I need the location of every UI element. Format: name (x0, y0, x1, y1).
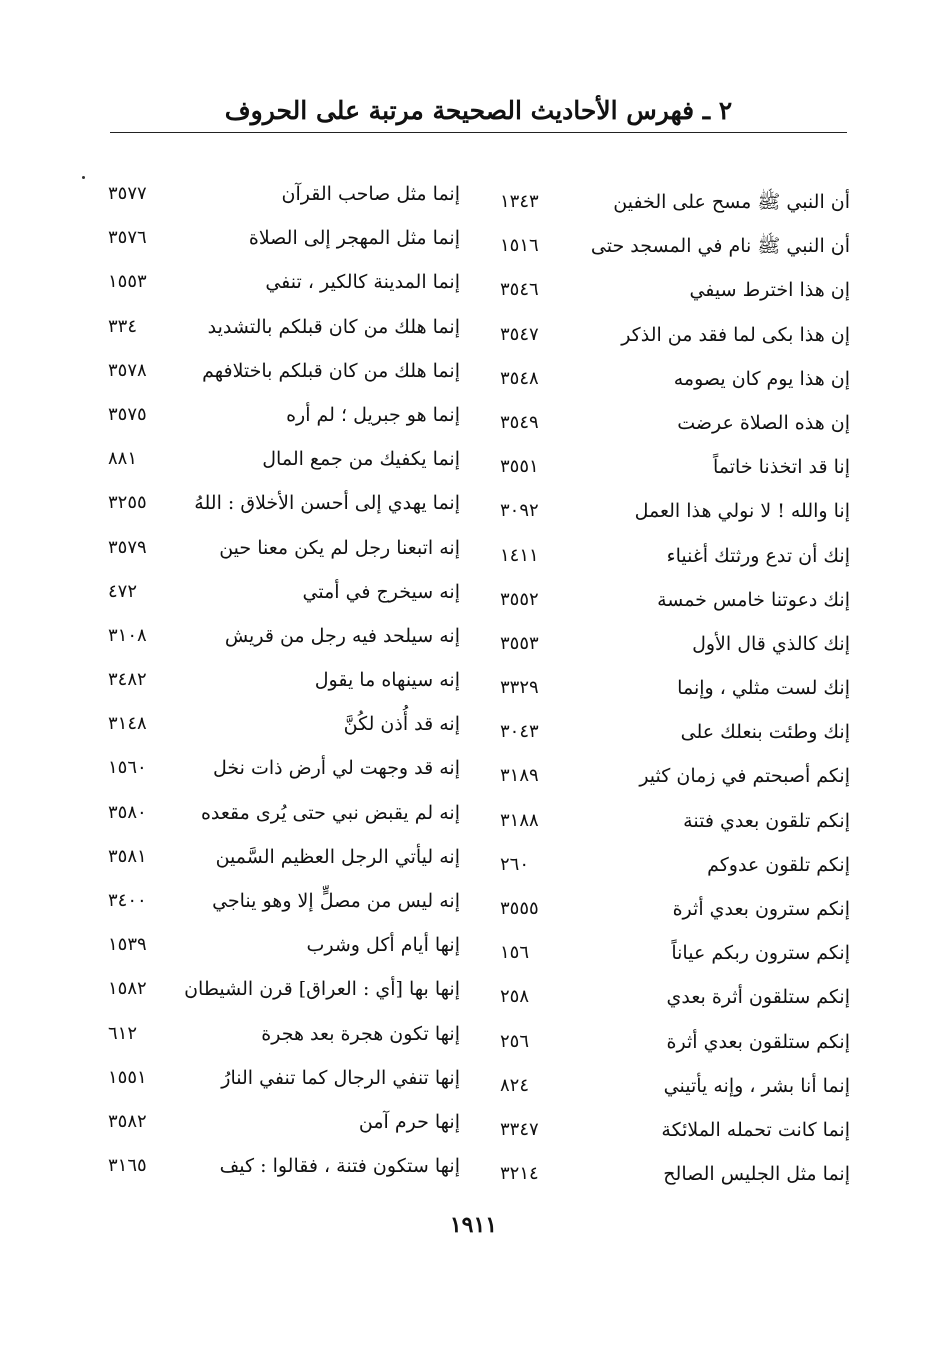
hadith-index-entry (80, 570, 460, 614)
hadith-number: ٢٥٦ (500, 1030, 530, 1052)
hadith-number: ٣١٠٨ (108, 624, 147, 646)
hadith-number: ٣٥٥٥ (500, 898, 539, 919)
hadith-opening-text: إنكم تلقون عدوكم (707, 853, 850, 876)
hadith-opening-text: إنما هلك من كان قبلكم باختلافهم (202, 359, 460, 382)
hadith-number: ١٥٥٣ (108, 271, 147, 293)
hadith-index-entry (80, 1012, 460, 1056)
hadith-index-entry (480, 578, 850, 622)
hadith-index-entry (80, 526, 460, 570)
hadith-number: ٣٢١٤ (500, 1163, 539, 1185)
hadith-opening-text: إنا قد اتخذنا خاتماً (712, 456, 850, 479)
hadith-number: ٣٥٥٣ (500, 632, 539, 654)
hadith-number: ٣٥٨٢ (108, 1110, 147, 1132)
hadith-index-entry (480, 268, 850, 312)
hadith-index-entry (480, 887, 850, 931)
hadith-opening-text: إنه لم يقبض نبي حتى يُرى مقعده (200, 801, 460, 824)
hadith-number: ١٥٨٢ (108, 978, 147, 1000)
hadith-opening-text: إنك دعوتنا خامس خمسة (657, 588, 850, 611)
hadith-number: ٣٥٤٩ (500, 411, 539, 433)
hadith-index-entry (80, 923, 460, 967)
hadith-opening-text: إنما مثل الجليس الصالح (663, 1163, 850, 1186)
page-number: ١٩١١ (449, 1212, 498, 1238)
hadith-opening-text: إنما يكفيك من جمع المال (262, 448, 460, 471)
hadith-index-entry (80, 393, 460, 437)
hadith-index-entry (480, 534, 850, 578)
hadith-index-entry (80, 1056, 460, 1100)
hadith-opening-text: إنه قد وجهت لي أرض ذات نخل (213, 757, 460, 780)
hadith-opening-text: إنك كالذي قال الأول (692, 632, 850, 655)
hadith-opening-text: إنه ليس من مصلٍّ إلا وهو يناجي (212, 890, 460, 912)
hadith-number: ١٥٥١ (108, 1066, 147, 1088)
hadith-number: ٣٤٠٠ (108, 890, 147, 911)
hadith-index-entry (80, 967, 460, 1011)
hadith-opening-text: إنما مثل المهجر إلى الصلاة (248, 227, 460, 250)
hadith-number: ٣٠٤٣ (500, 721, 539, 743)
hadith-opening-text: إن هذا اخترط سيفي (689, 279, 850, 302)
hadith-opening-text: إن هذا بكى لما فقد من الذكر (621, 323, 850, 346)
hadith-index-entry (480, 975, 850, 1019)
hadith-number: ٣٥٨٠ (108, 801, 147, 823)
hadith-number: ٣٣٤٧ (500, 1118, 539, 1140)
hadith-index-entry (480, 401, 850, 445)
hadith-number: ٣٣٢٩ (500, 677, 539, 699)
hadith-number: ١٤١١ (500, 544, 539, 566)
hadith-opening-text: إنها بها [أي : العراق] قرن الشيطان (184, 978, 460, 1001)
hadith-opening-text: إنه اتبعنا رجل لم يكن معنا حين (219, 536, 460, 559)
hadith-number: ٣٥٧٩ (108, 536, 147, 558)
hadith-opening-text: إنها تنفي الرجال كما تنفي النارُ (221, 1066, 460, 1089)
hadith-opening-text: إنك وطئت بنعلك على (680, 721, 850, 744)
hadith-opening-text: إنها تكون هجرة بعد هجرة (261, 1022, 460, 1045)
hadith-opening-text: إنما هلك من كان قبلكم بالتشديد (207, 315, 460, 338)
left-column (80, 172, 460, 1188)
hadith-index-entry (480, 1064, 850, 1108)
hadith-opening-text: أن النبي ﷺ مسح على الخفين (613, 191, 850, 213)
hadith-index-entry (80, 658, 460, 702)
hadith-opening-text: إن هذا يوم كان يصومه (673, 367, 850, 390)
hadith-index-entry (80, 260, 460, 304)
hadith-index-entry (80, 1144, 460, 1188)
hadith-index-entry (80, 746, 460, 790)
hadith-index-entry (480, 622, 850, 666)
hadith-index-entry (480, 799, 850, 843)
hadith-index-entry (480, 754, 850, 798)
hadith-number: ١٥٦٠ (108, 757, 147, 779)
hadith-number: ٣٥٧٦ (108, 227, 147, 249)
hadith-number: ٣٥٤٦ (500, 279, 539, 301)
hadith-index-entry (80, 702, 460, 746)
hadith-index-entry (480, 843, 850, 887)
hadith-opening-text: إنما أنا بشر ، وإنه يأتيني (663, 1074, 850, 1097)
hadith-number: ١٣٤٣ (500, 191, 539, 212)
hadith-index-entry (480, 313, 850, 357)
hadith-opening-text: إنكم ستلقون أثرة بعدي (666, 986, 850, 1009)
page-title: ٢ ـ فهرس الأحاديث الصحيحة مرتبة على الحروف (224, 96, 733, 125)
hadith-number: ٣٥٤٨ (500, 367, 539, 389)
hadith-number: ٣٥٧٥ (108, 403, 147, 425)
hadith-index-entry (480, 1152, 850, 1196)
hadith-opening-text: إنكم سترون بعدي أثرة (672, 898, 850, 920)
hadith-opening-text: إنكم أصبحتم في زمان كثير (639, 765, 850, 788)
hadith-number: ٣٥٧٨ (108, 359, 147, 381)
hadith-opening-text: إنها أيام أكل وشرب (306, 934, 460, 957)
hadith-number: ٣٥٥٢ (500, 588, 539, 610)
hadith-opening-text: إنكم ستلقون بعدي أثرة (666, 1030, 850, 1053)
hadith-number: ٣٤٨٢ (108, 669, 147, 691)
hadith-index-entry (480, 666, 850, 710)
hadith-number: ٨٨١ (108, 448, 138, 470)
hadith-index-entry (80, 349, 460, 393)
hadith-number: ٣٢٥٥ (108, 492, 147, 514)
hadith-opening-text: إن هذه الصلاة عرضت (677, 411, 850, 434)
hadith-number: ٣١٦٥ (108, 1155, 147, 1177)
hadith-opening-text: إنه سيخرج في أمتي (302, 580, 460, 603)
hadith-index-entry (480, 445, 850, 489)
hadith-number: ٣٥٥١ (500, 456, 539, 478)
hadith-index-entry (480, 710, 850, 754)
hadith-index-entry (80, 216, 460, 260)
hadith-opening-text: أن النبي ﷺ نام في المسجد حتى (590, 235, 850, 258)
hadith-opening-text: إنه سينهاه ما يقول (314, 669, 460, 692)
page-header (110, 92, 847, 133)
hadith-index-entry (80, 614, 460, 658)
hadith-opening-text: إنكم سترون ربكم عياناً (671, 942, 850, 965)
hadith-number: ١٥٦ (500, 942, 530, 964)
hadith-opening-text: إنه قد أُذن لكُنَّ (343, 713, 460, 736)
hadith-number: ٢٦٠ (500, 853, 530, 875)
hadith-index-entry (80, 437, 460, 481)
hadith-index-entry (80, 879, 460, 923)
hadith-index-entry (80, 305, 460, 349)
hadith-number: ١٥٣٩ (108, 934, 147, 956)
hadith-opening-text: إنك أن تدع ورثتك أغنياء (666, 544, 850, 567)
hadith-index-entry (480, 1108, 850, 1152)
hadith-number: ٤٧٢ (108, 580, 138, 602)
hadith-index-entry (480, 1020, 850, 1064)
hadith-number: ٢٥٨ (500, 986, 530, 1008)
right-column (480, 180, 850, 1196)
hadith-number: ١٥١٦ (500, 235, 539, 257)
hadith-opening-text: إنها حرم آمن (358, 1110, 460, 1133)
hadith-number: ٣١٨٨ (500, 809, 539, 831)
hadith-opening-text: إنها ستكون فتنة ، فقالوا : كيف (219, 1155, 460, 1178)
hadith-opening-text: إنه ليأتي الرجل العظيم السَّمين (215, 845, 460, 868)
hadith-index-entry (80, 481, 460, 525)
hadith-opening-text: إنما يهدي إلى أحسن الأخلاق : اللهُ (194, 492, 460, 515)
hadith-index-entry (480, 224, 850, 268)
hadith-opening-text: إنما هو جبريل ؛ لم أره (286, 403, 460, 426)
hadith-opening-text: إنا والله ! لا نولي هذا العمل (634, 500, 850, 523)
hadith-number: ٣١٤٨ (108, 713, 147, 735)
hadith-index-entry (480, 180, 850, 224)
hadith-number: ٣٥٤٧ (500, 323, 539, 345)
hadith-index-entry (480, 931, 850, 975)
hadith-index-entry (80, 1100, 460, 1144)
hadith-number: ٣٠٩٢ (500, 500, 539, 522)
hadith-index-entry (80, 791, 460, 835)
hadith-opening-text: إنما مثل صاحب القرآن (281, 183, 460, 205)
hadith-number: ٨٢٤ (500, 1074, 530, 1096)
hadith-opening-text: إنما المدينة كالكير ، تنفي (265, 271, 460, 294)
hadith-index-entry (480, 357, 850, 401)
hadith-index-entry (80, 835, 460, 879)
hadith-opening-text: إنما كانت تحمله الملائكة (661, 1118, 850, 1141)
hadith-opening-text: إنكم تلقون بعدي فتنة (683, 809, 850, 832)
hadith-number: ٣٥٨١ (108, 845, 147, 867)
hadith-number: ٣١٨٩ (500, 765, 539, 787)
hadith-number: ٦١٢ (108, 1022, 138, 1044)
hadith-index-entry (480, 489, 850, 533)
hadith-opening-text: إنك لست مثلي ، وإنما (677, 677, 850, 700)
hadith-index-entry (80, 172, 460, 216)
hadith-number: ٣٣٤ (108, 315, 138, 337)
hadith-opening-text: إنه سيلحد فيه رجل من قريش (224, 624, 460, 647)
hadith-number: ٣٥٧٧ (108, 183, 147, 204)
